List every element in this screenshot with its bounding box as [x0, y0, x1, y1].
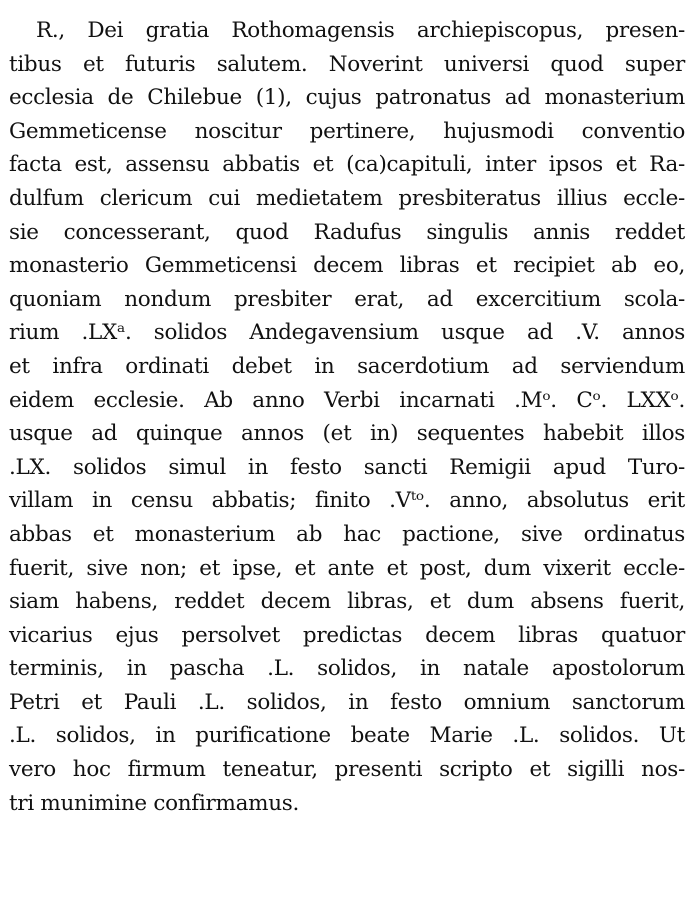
text-line: vicarius ejus persolvet predictas decem libras quatuor — [9, 622, 685, 648]
charter-paragraph — [9, 14, 685, 820]
text-line: siam habens, reddet decem libras, et dum absens fuerit, — [9, 589, 685, 615]
text-line: tri munimine confirmamus. — [9, 790, 300, 816]
text-line: rium .LXᵃ. solidos Andegavensium usque ad .V. annos — [9, 320, 685, 346]
text-line: villam in censu abbatis; finito .Vᵗᵒ. anno, absolutus erit — [9, 488, 685, 514]
text-line: sie concesserant, quod Radufus singulis annis reddet — [9, 219, 685, 245]
text-line: .LX. solidos simul in festo sancti Remigii apud Turo- — [9, 454, 685, 480]
text-line: quoniam nondum presbiter erat, ad excercitium scola- — [9, 286, 685, 312]
text-line: eidem ecclesie. Ab anno Verbi incarnati .Mᵒ. Cᵒ. LXXᵒ. — [9, 387, 685, 413]
text-line: monasterio Gemmeticensi decem libras et recipiet ab eo, — [9, 253, 685, 279]
document-page — [9, 14, 685, 820]
text-line: et infra ordinati debet in sacerdotium ad serviendum — [9, 353, 685, 379]
text-line: fuerit, sive non; et ipse, et ante et post, dum vixerit eccle- — [9, 555, 685, 581]
text-line: terminis, in pascha .L. solidos, in natale apostolorum — [9, 656, 685, 682]
text-line: R., Dei gratia Rothomagensis archiepiscopus, presen- — [36, 18, 685, 43]
text-line: abbas et monasterium ab hac pactione, sive ordinatus — [9, 521, 685, 547]
text-line: Gemmeticense noscitur pertinere, hujusmodi conventio — [9, 118, 685, 144]
text-line: facta est, assensu abbatis et (ca)capituli, inter ipsos et Ra- — [9, 152, 685, 178]
text-line: .L. solidos, in purificatione beate Marie .L. solidos. Ut — [9, 723, 685, 749]
text-line: vero hoc firmum teneatur, presenti scripto et sigilli nos- — [9, 757, 685, 783]
text-line: usque ad quinque annos (et in) sequentes habebit illos — [9, 421, 685, 447]
text-line: dulfum clericum cui medietatem presbiteratus illius eccle- — [9, 185, 685, 211]
text-line: ecclesia de Chilebue (1), cujus patronatus ad monasterium — [9, 85, 685, 111]
text-line: tibus et futuris salutem. Noverint universi quod super — [9, 51, 685, 77]
text-line: Petri et Pauli .L. solidos, in festo omnium sanctorum — [9, 689, 685, 715]
